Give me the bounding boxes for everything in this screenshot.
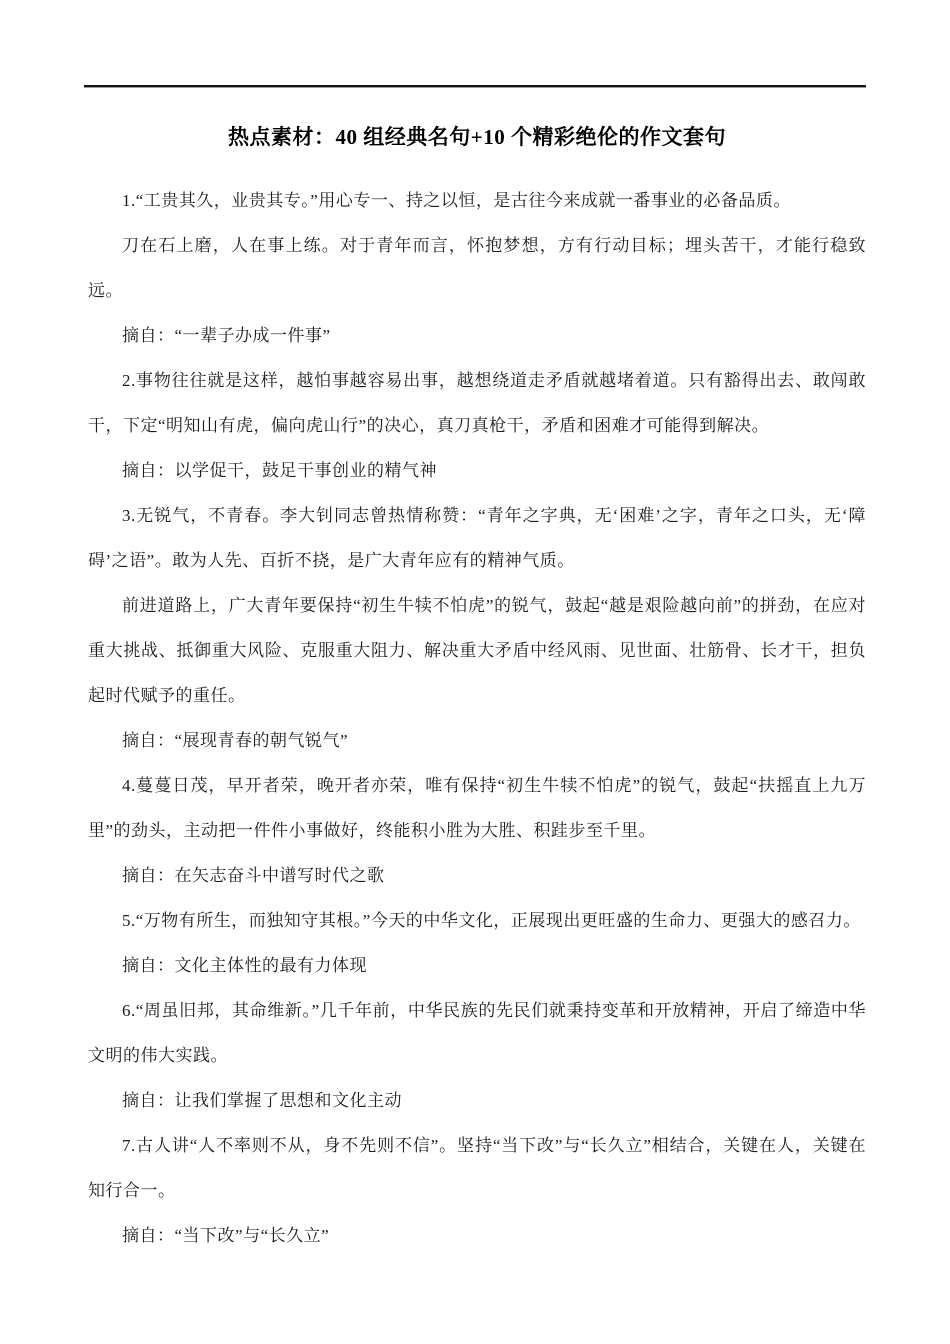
- document-body: [88, 178, 866, 1258]
- source-line: 摘自：“一辈子办成一件事”: [122, 326, 331, 345]
- quote-paragraph: 7.古人讲“人不率则不从，身不先则不信”。坚持“当下改”与“长久立”相结合，关键在人，关键在知行合一。: [88, 1136, 866, 1200]
- quote-paragraph: 4.蔓蔓日茂，早开者荣，晚开者亦荣，唯有保持“初生牛犊不怕虎”的锐气，鼓起“扶摇直上九万里”的劲头，主动把一件件小事做好，终能积小胜为大胜、积跬步至千里。: [88, 776, 866, 840]
- source-line: 摘自：在矢志奋斗中谱写时代之歌: [122, 866, 385, 885]
- source-line: 摘自：文化主体性的最有力体现: [122, 956, 367, 975]
- source-line: 摘自：“展现青春的朝气锐气”: [122, 731, 349, 750]
- source-line: 摘自：让我们掌握了思想和文化主动: [122, 1091, 402, 1110]
- page-title: 热点素材：40 组经典名句+10 个精彩绝伦的作文套句: [228, 125, 726, 149]
- quote-paragraph: 2.事物往往就是这样，越怕事越容易出事，越想绕道走矛盾就越堵着道。只有豁得出去、敢闯敢干，下定“明知山有虎，偏向虎山行”的决心，真刀真枪干，矛盾和困难才可能得到解决。: [88, 371, 866, 435]
- source-line: 摘自：“当下改”与“长久立”: [122, 1226, 330, 1245]
- quote-paragraph: 刀在石上磨，人在事上练。对于青年而言，怀抱梦想，方有行动目标；埋头苦干，才能行稳致远。: [88, 236, 866, 300]
- quote-paragraph: 前进道路上，广大青年要保持“初生牛犊不怕虎”的锐气，鼓起“越是艰险越向前”的拼劲，在应对重大挑战、抵御重大风险、克服重大阻力、解决重大矛盾中经风雨、见世面、壮筋骨、长才干，担负起时代赋予的重任。: [88, 596, 866, 705]
- quote-paragraph: 5.“万物有所生，而独知守其根。”今天的中华文化，正展现出更旺盛的生命力、更强大的感召力。: [122, 911, 861, 930]
- source-line: 摘自：以学促干，鼓足干事创业的精气神: [122, 461, 437, 480]
- quote-paragraph: 1.“工贵其久，业贵其专。”用心专一、持之以恒，是古往今来成就一番事业的必备品质。: [122, 191, 791, 210]
- header-separator-rule: [84, 85, 866, 88]
- quote-paragraph: 6.“周虽旧邦，其命维新。”几千年前，中华民族的先民们就秉持变革和开放精神，开启了缔造中华文明的伟大实践。: [88, 1001, 866, 1065]
- quote-paragraph: 3.无锐气，不青春。李大钊同志曾热情称赞：“青年之字典，无‘困难’之字，青年之口头，无‘障碍’之语”。敢为人先、百折不挠，是广大青年应有的精神气质。: [88, 506, 866, 570]
